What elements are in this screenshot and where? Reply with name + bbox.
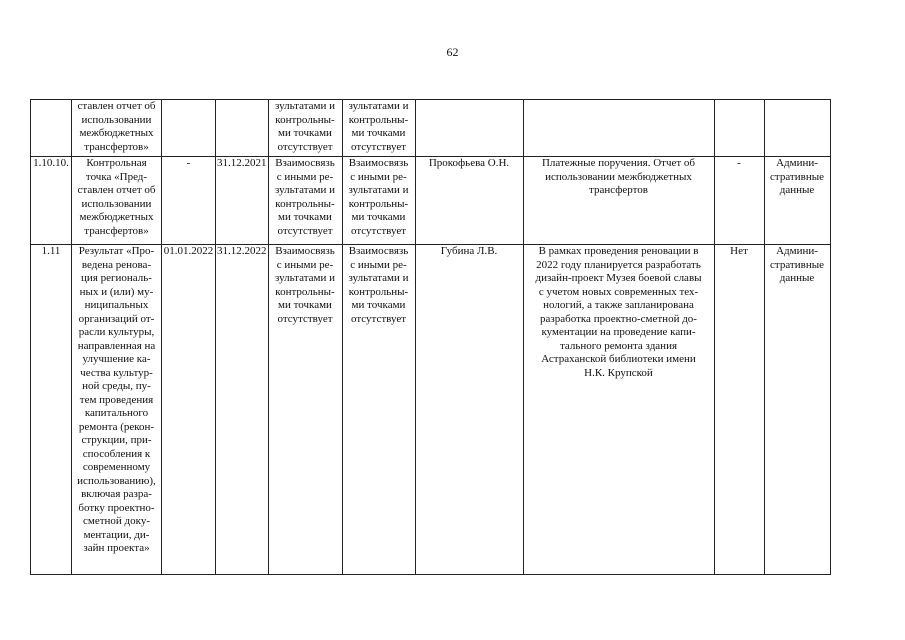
responsible-cell (415, 100, 523, 157)
end-date-cell: 31.12.2021 (216, 157, 269, 245)
responsible-cell: Губина Л.В. (415, 245, 523, 575)
table-row (31, 157, 831, 245)
table-row (31, 100, 831, 157)
description-cell: В рамках проведения реновации в 2022 году планируется разработать дизайн-проект Музея боевой славы с учетом новых современных тех- нологий, а также запланирована разработка проектно-сметной до- кументации на проведение капи- тального ремонта здания Астраханской библиотеки имени Н.К. Крупской (523, 245, 714, 575)
source-cell: Админи- стративные данные (764, 245, 830, 575)
source-cell (764, 100, 830, 157)
table-row (31, 245, 831, 575)
row-id-cell (31, 100, 72, 157)
description-cell: Платежные поручения. Отчет об использовании межбюджетных трансфертов (523, 157, 714, 245)
flag-cell: Нет (714, 245, 764, 575)
result-name-cell: Результат «Про- ведена ренова- ция региональ- ных и (или) му- ниципальных организаций от- расли культуры, направленная на улучшение ка- чества культур- ной среды, пу- тем проведения капитального ремонта (рекон- струкции, при- способления к современному использованию), включая разра- ботку проектно- сметной доку- ментации, ди- зайн проекта» (72, 245, 162, 575)
flag-cell: - (714, 157, 764, 245)
start-date-cell: 01.01.2022 (162, 245, 216, 575)
result-name-cell: Контрольная точка «Пред- ставлен отчет об использовании межбюджетных трансфертов» (72, 157, 162, 245)
start-date-cell (162, 100, 216, 157)
relation-cell: Взаимосвязь с иными ре- зультатами и контрольны- ми точками отсутствует (268, 245, 342, 575)
description-cell (523, 100, 714, 157)
row-id-cell: 1.11 (31, 245, 72, 575)
page-number: 62 (446, 45, 459, 59)
result-name-cell: ставлен отчет об использовании межбюджетных трансфертов» (72, 100, 162, 157)
responsible-cell: Прокофьева О.Н. (415, 157, 523, 245)
row-id-cell: 1.10.10. (31, 157, 72, 245)
plan-table (30, 99, 831, 575)
relation-cell: Взаимосвязь с иными ре- зультатами и контрольны- ми точками отсутствует (342, 157, 415, 245)
end-date-cell: 31.12.2022 (216, 245, 269, 575)
source-cell: Админи- стративные данные (764, 157, 830, 245)
flag-cell (714, 100, 764, 157)
relation-cell: Взаимосвязь с иными ре- зультатами и контрольны- ми точками отсутствует (268, 157, 342, 245)
relation-cell: зультатами и контрольны- ми точками отсутствует (268, 100, 342, 157)
relation-cell: Взаимосвязь с иными ре- зультатами и контрольны- ми точками отсутствует (342, 245, 415, 575)
start-date-cell: - (162, 157, 216, 245)
end-date-cell (216, 100, 269, 157)
relation-cell: зультатами и контрольны- ми точками отсутствует (342, 100, 415, 157)
